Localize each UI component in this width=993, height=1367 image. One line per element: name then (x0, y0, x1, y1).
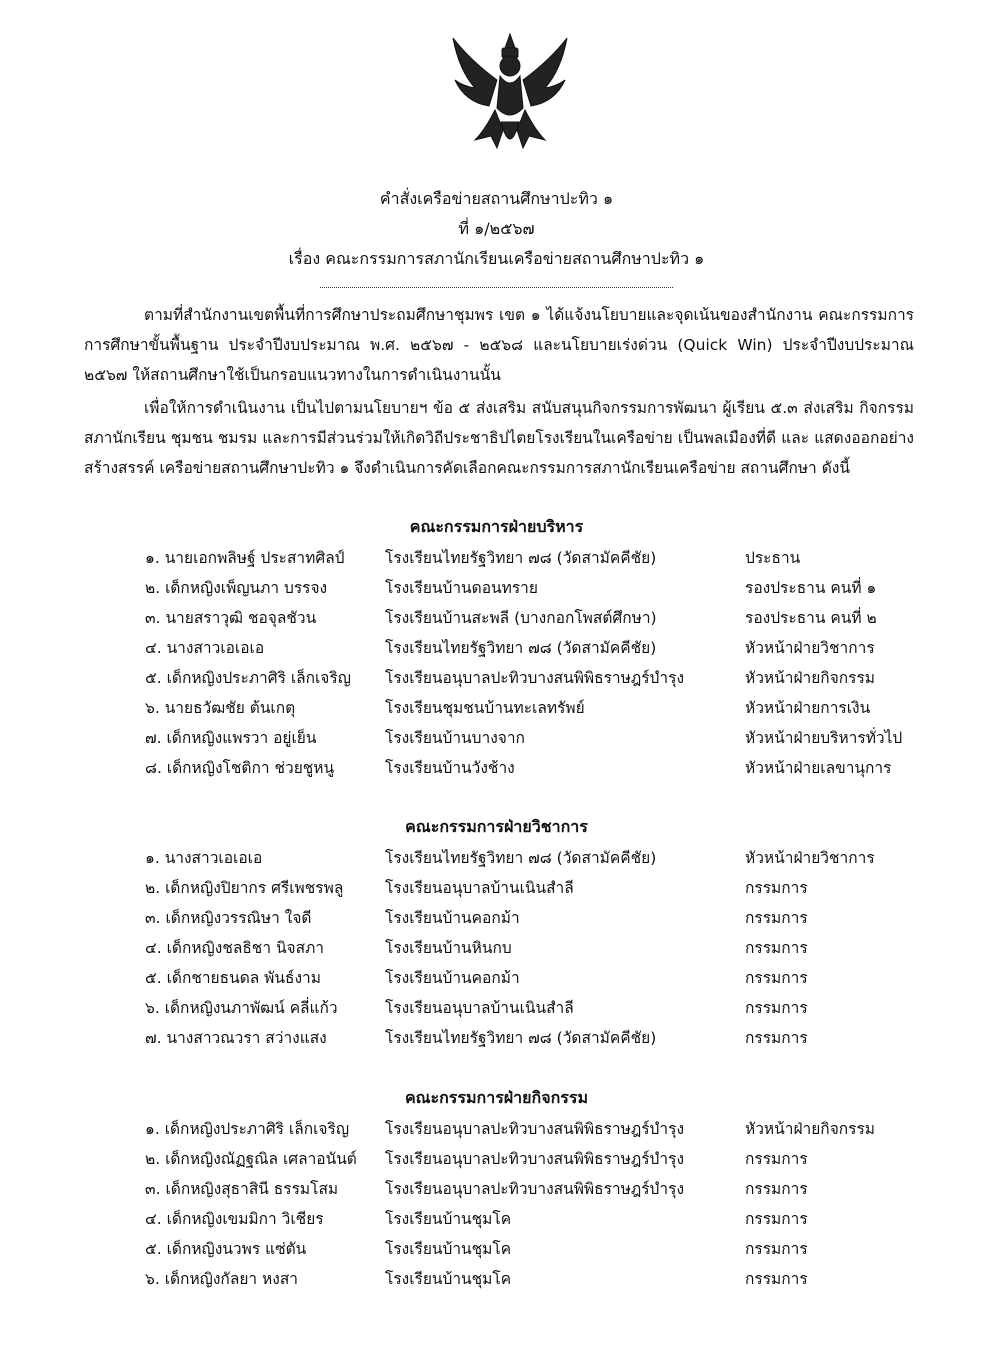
member-school: โรงเรียนอนุบาลปะทิวบางสนพิพิธราษฎร์บำรุง (385, 1180, 685, 1198)
divider (320, 287, 673, 288)
member-school: โรงเรียนอนุบาลปะทิวบางสนพิพิธราษฎร์บำรุง (385, 1120, 685, 1138)
table-row (0, 695, 993, 725)
member-school: โรงเรียนไทยรัฐวิทยา ๗๘ (วัดสามัคคีชัย) (385, 1029, 657, 1047)
member-school: โรงเรียนบ้านหินกบ (385, 939, 512, 957)
member-school: โรงเรียนบ้านสะพลี (บางกอกโพสต์ศึกษา) (385, 609, 657, 627)
garuda-emblem-icon (445, 30, 575, 160)
table-row (0, 1266, 993, 1296)
member-role: กรรมการ (745, 1240, 808, 1258)
member-name: ๕. เด็กหญิงนวพร แซ่ตัน (145, 1240, 307, 1258)
member-name: ๕. เด็กหญิงประภาศิริ เล็กเจริญ (145, 669, 351, 687)
member-school: โรงเรียนบ้านชุมโค (385, 1270, 512, 1288)
table-row (0, 995, 993, 1025)
member-name: ๓. เด็กหญิงวรรณิษา ใจดี (145, 909, 312, 927)
table-row (0, 725, 993, 755)
order-subject: เรื่อง คณะกรรมการสภานักเรียนเครือข่ายสถานศึกษาปะทิว ๑ (288, 249, 705, 268)
table-row (0, 1206, 993, 1236)
member-school: โรงเรียนบ้านคอกม้า (385, 909, 520, 927)
member-role: กรรมการ (745, 999, 808, 1017)
member-role: ประธาน (745, 549, 801, 567)
table-row (0, 1236, 993, 1266)
member-role: กรรมการ (745, 1029, 808, 1047)
member-name: ๒. เด็กหญิงปิยากร ศรีเพชรพลู (145, 879, 344, 897)
member-role: กรรมการ (745, 969, 808, 987)
table-row (0, 1146, 993, 1176)
order-title: คำสั่งเครือข่ายสถานศึกษาปะทิว ๑ (379, 189, 614, 208)
member-name: ๓. เด็กหญิงสุธาสินี ธรรมโสม (145, 1180, 339, 1198)
table-row (0, 755, 993, 785)
member-role: หัวหน้าฝ่ายเลขานุการ (745, 759, 892, 777)
member-school: โรงเรียนบ้านบางจาก (385, 729, 525, 747)
member-name: ๑. นางสาวเอเอเอ (145, 849, 263, 867)
member-role: กรรมการ (745, 1210, 808, 1228)
member-name: ๑. เด็กหญิงประภาศิริ เล็กเจริญ (145, 1120, 350, 1138)
member-name: ๖. เด็กหญิงกัลยา หงสา (145, 1270, 298, 1288)
member-name: ๓. นายสราวุฒิ ชอจุลชัวน (145, 609, 317, 627)
member-school: โรงเรียนอนุบาลปะทิวบางสนพิพิธราษฎร์บำรุง (385, 1150, 685, 1168)
member-school: โรงเรียนบ้านชุมโค (385, 1210, 512, 1228)
member-name: ๖. นายธวัฒชัย ต้นเกตุ (145, 699, 296, 717)
member-role: หัวหน้าฝ่ายบริหารทั่วไป (745, 729, 903, 747)
member-name: ๔. เด็กหญิงเขมมิกา วิเชียร (145, 1210, 324, 1228)
member-school: โรงเรียนบ้านดอนทราย (385, 579, 538, 597)
section-title-academic: คณะกรรมการฝ่ายวิชาการ (405, 817, 588, 836)
member-name: ๑. นายเอกพลิษฐ์ ประสาทศิลป์ (145, 549, 345, 567)
table-row (0, 875, 993, 905)
member-name: ๔. เด็กหญิงชลธิชา นิจสภา (145, 939, 325, 957)
table-row (0, 905, 993, 935)
order-number: ที่ ๑/๒๕๖๗ (458, 219, 535, 238)
member-name: ๔. นางสาวเอเอเอ (145, 639, 265, 657)
table-row (0, 575, 993, 605)
member-role: รองประธาน คนที่ ๑ (745, 579, 877, 597)
member-role: กรรมการ (745, 939, 808, 957)
paragraph-1: ตามที่สำนักงานเขตพื้นที่การศึกษาประถมศึกษาชุมพร เขต ๑ ได้แจ้งนโยบายและจุดเน้นของสำนักงาน คณะกรรมการการศึกษาขั้นพื้นฐาน ประจำปีงบประมาณ พ.ศ. ๒๕๖๗ - ๒๕๖๘ และนโยบายเร่งด่วน (Quick Win) ประจำปีงบประมาณ ๒๕๖๗ ให้สถานศึกษาใช้เป็นกรอบแนวทางในการดำเนินงานนั้น (84, 306, 914, 384)
section-title-admin: คณะกรรมการฝ่ายบริหาร (409, 517, 584, 536)
table-row (0, 935, 993, 965)
member-school: โรงเรียนไทยรัฐวิทยา ๗๘ (วัดสามัคคีชัย) (385, 549, 657, 567)
member-name: ๖. เด็กหญิงนภาพัฒน์ คลี่แก้ว (145, 999, 338, 1017)
member-name: ๒. เด็กหญิงเพ็ญนภา บรรจง (145, 579, 328, 597)
member-role: หัวหน้าฝ่ายการเงิน (745, 699, 871, 717)
member-school: โรงเรียนอนุบาลปะทิวบางสนพิพิธราษฎร์บำรุง (385, 669, 685, 687)
member-school: โรงเรียนบ้านคอกม้า (385, 969, 520, 987)
member-role: รองประธาน คนที่ ๒ (745, 609, 877, 627)
member-role: หัวหน้าฝ่ายวิชาการ (745, 849, 875, 867)
table-row (0, 1116, 993, 1146)
table-row (0, 545, 993, 575)
paragraph-2: เพื่อให้การดำเนินงาน เป็นไปตามนโยบายฯ ข้อ ๕ ส่งเสริม สนับสนุนกิจกรรมการพัฒนา ผู้เรียน ๕.๓ ส่งเสริม กิจกรรมสภานักเรียน ชุมชน ชมรม และการมีส่วนร่วมให้เกิดวิถีประชาธิปไตยโรงเรียนในเครือข่าย เป็นพลเมืองที่ดี และ แสดงออกอย่างสร้างสรรค์ เครือข่ายสถานศึกษาปะทิว ๑ จึงดำเนินการคัดเลือกคณะกรรมการสภานักเรียนเครือข่าย สถานศึกษา ดังนี้ (84, 399, 914, 477)
member-school: โรงเรียนชุมชนบ้านทะเลทรัพย์ (385, 699, 585, 717)
member-name: ๗. เด็กหญิงแพรวา อยู่เย็น (145, 729, 317, 747)
member-role: กรรมการ (745, 1150, 808, 1168)
member-school: โรงเรียนไทยรัฐวิทยา ๗๘ (วัดสามัคคีชัย) (385, 639, 657, 657)
table-row (0, 965, 993, 995)
table-row (0, 635, 993, 665)
member-school: โรงเรียนอนุบาลบ้านเนินสำลี (385, 879, 574, 897)
member-role: กรรมการ (745, 909, 808, 927)
section-title-activity: คณะกรรมการฝ่ายกิจกรรม (404, 1088, 589, 1107)
member-school: โรงเรียนบ้านชุมโค (385, 1240, 512, 1258)
member-role: กรรมการ (745, 1180, 808, 1198)
member-role: หัวหน้าฝ่ายกิจกรรม (745, 1120, 876, 1138)
table-row (0, 605, 993, 635)
table-row (0, 1025, 993, 1055)
table-row (0, 1176, 993, 1206)
member-school: โรงเรียนไทยรัฐวิทยา ๗๘ (วัดสามัคคีชัย) (385, 849, 657, 867)
member-school: โรงเรียนอนุบาลบ้านเนินสำลี (385, 999, 574, 1017)
member-name: ๒. เด็กหญิงณัฏฐณิล เศลาอนันต์ (145, 1150, 357, 1168)
member-name: ๘. เด็กหญิงโชติกา ช่วยชูหนู (145, 759, 335, 777)
member-role: กรรมการ (745, 1270, 808, 1288)
member-role: หัวหน้าฝ่ายวิชาการ (745, 639, 875, 657)
member-role: กรรมการ (745, 879, 808, 897)
table-row (0, 845, 993, 875)
member-name: ๗. นางสาวณวรา สว่างแสง (145, 1029, 327, 1047)
member-school: โรงเรียนบ้านวังช้าง (385, 759, 515, 777)
member-role: หัวหน้าฝ่ายกิจกรรม (745, 669, 876, 687)
table-row (0, 665, 993, 695)
member-name: ๕. เด็กชายธนดล พันธ์งาม (145, 969, 321, 987)
